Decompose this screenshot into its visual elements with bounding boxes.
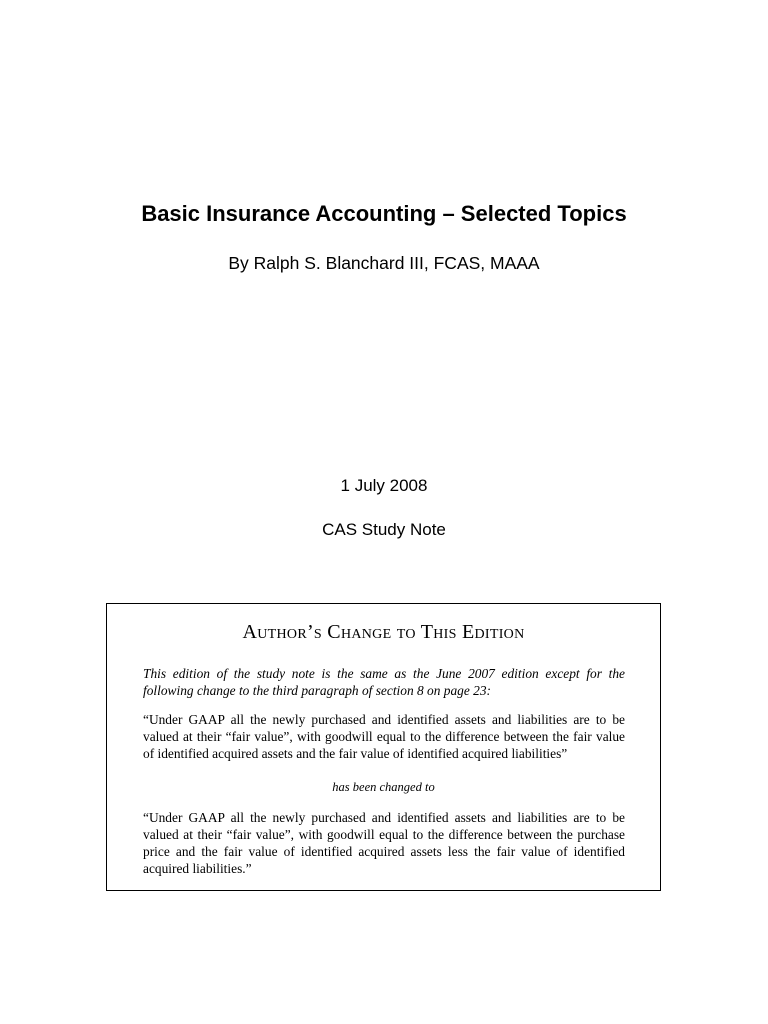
author-byline: By Ralph S. Blanchard III, FCAS, MAAA	[228, 253, 540, 273]
change-box-heading: Author’s Change to This Edition	[242, 621, 525, 643]
publication-date: 1 July 2008	[340, 476, 428, 495]
changed-to-label: has been changed to	[332, 780, 435, 794]
authors-change-box	[106, 603, 661, 891]
original-paragraph-quote: “Under GAAP all the newly purchased and identified assets and liabilities are to be valued at their “fair value”, with goodwill equal to the difference between the fair value of identified acquired assets and the fair value of identified acquired liabilities”	[143, 712, 625, 761]
note-type: CAS Study Note	[322, 520, 446, 539]
change-intro-text: This edition of the study note is the same as the June 2007 edition except for the following change to the third paragraph of section 8 on page 23:	[143, 666, 625, 698]
document-title: Basic Insurance Accounting – Selected Topics	[141, 201, 627, 226]
revised-paragraph-quote: “Under GAAP all the newly purchased and identified assets and liabilities are to be valued at their “fair value”, with goodwill equal to the difference between the purchase price and the fair value of identified acquired assets less the fair value of identified acquired liabilities.”	[143, 810, 625, 876]
